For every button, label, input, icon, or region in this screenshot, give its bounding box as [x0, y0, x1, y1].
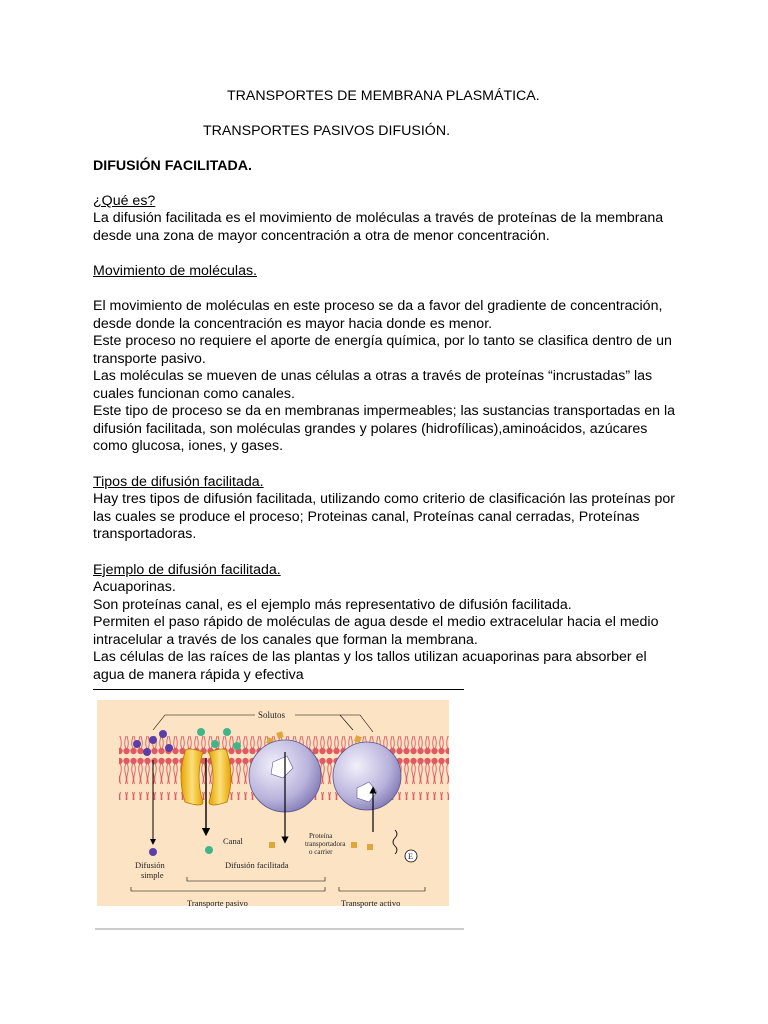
paragraph-line: Este proceso no requiere el aporte de energía química, por lo tanto se clasifica dentro de un [93, 333, 672, 349]
paragraph-line: Este tipo de proceso se da en membranas impermeables; las sustancias transportadas en la [93, 403, 675, 419]
paragraph-line: como glucosa, iones, y gases. [93, 438, 284, 454]
paragraph-line: Acuaporinas. [93, 579, 176, 595]
paragraph-line: agua de manera rápida y efectiva [93, 667, 304, 683]
paragraph-line: difusión facilitada, son moléculas grandes y polares (hidrofílicas),aminoácidos, azúcares [93, 421, 648, 437]
paragraph-line: Las moléculas se mueven de unas células a otras a través de proteínas “incrustadas” las [93, 368, 653, 384]
paragraph-line: transportadoras. [93, 526, 197, 542]
paragraph-line: cuales funcionan como canales. [93, 386, 295, 402]
passive-label: Transporte pasivo [187, 898, 248, 908]
facilitated-label: Difusión facilitada [225, 860, 289, 870]
paragraph-line: El movimiento de moléculas en este proceso se da a favor del gradiente de concentración, [93, 298, 663, 314]
figure-top-rule [93, 689, 464, 690]
document-subtitle: TRANSPORTES PASIVOS DIFUSIÓN. [203, 123, 451, 139]
paragraph-line: Hay tres tipos de difusión facilitada, utilizando como criterio de clasificación las proteínas por [93, 491, 675, 507]
solutes-label: Solutos [258, 710, 286, 720]
active-label: Transporte activo [341, 898, 401, 908]
energy-label: E [408, 852, 413, 861]
section-title-que-es: ¿Qué es? [93, 193, 156, 209]
paragraph-line: La difusión facilitada es el movimiento de moléculas a través de proteínas de la membrana [93, 210, 664, 226]
paragraph-line: Permiten el paso rápido de moléculas de agua desde el medio extracelular hacia el medio [93, 614, 659, 630]
protein-label-1: Proteína [309, 832, 333, 840]
simple-label-2: simple [141, 870, 164, 880]
document-title: TRANSPORTES DE MEMBRANA PLASMÁTICA. [227, 88, 540, 104]
section-title-movimiento: Movimiento de moléculas. [93, 263, 258, 279]
section-heading: DIFUSIÓN FACILITADA. [93, 158, 252, 174]
membrane-transport-figure [95, 692, 464, 930]
protein-label-3: o carrier [309, 848, 333, 856]
section-title-ejemplo: Ejemplo de difusión facilitada. [93, 562, 281, 578]
protein-label-2: transportadora [305, 840, 346, 848]
purple-solute [149, 848, 157, 856]
paragraph-line: desde una zona de mayor concentración a otra de menor concentración. [93, 228, 550, 244]
paragraph-line: Son proteínas canal, es el ejemplo más representativo de difusión facilitada. [93, 597, 572, 613]
canal-label: Canal [223, 836, 243, 846]
section-title-tipos: Tipos de difusión facilitada. [93, 474, 264, 490]
paragraph-line: intracelular a través de los canales que forman la membrana. [93, 632, 478, 648]
paragraph-line: desde donde la concentración es mayor hacia donde es menor. [93, 316, 493, 332]
paragraph-line: las cuales se produce el proceso; Proteinas canal, Proteínas canal cerradas, Proteínas [93, 509, 640, 525]
simple-label-1: Difusión [135, 860, 165, 870]
paragraph-line: Las células de las raíces de las plantas y los tallos utilizan acuaporinas para absorber el [93, 649, 647, 665]
paragraph-line: transporte pasivo. [93, 351, 206, 367]
